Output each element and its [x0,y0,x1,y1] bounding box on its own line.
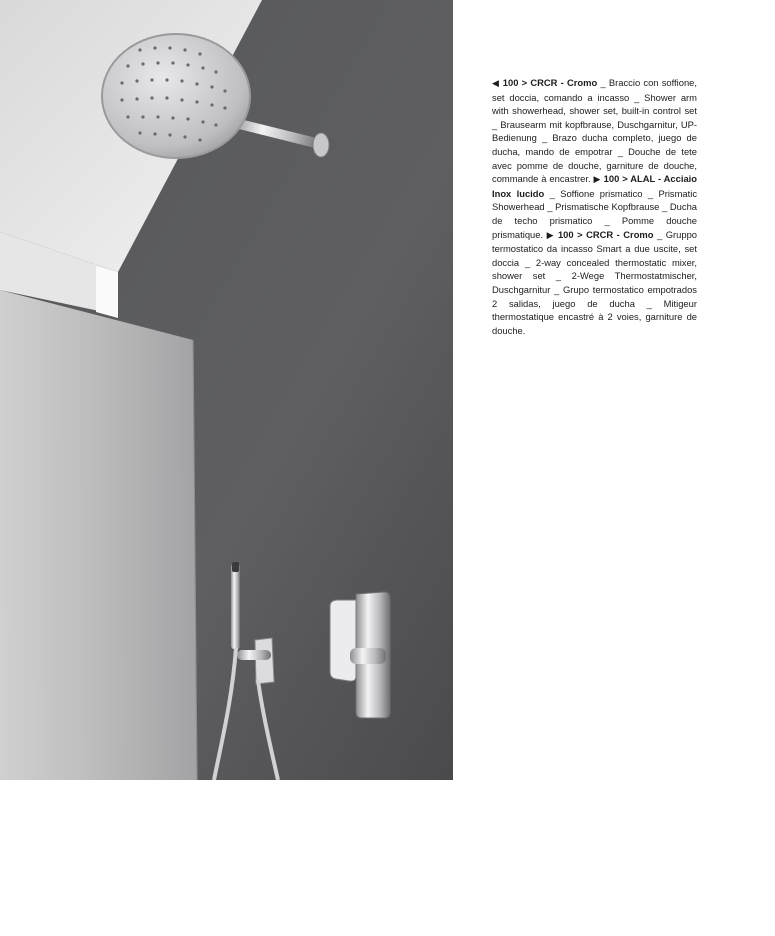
caption-item-1-code: 100 > CRCR - Cromo [502,77,598,88]
arrow-left-icon: ◀ [492,78,500,88]
showerhead [102,34,250,158]
shower-photo-illustration [0,0,453,780]
glass-panel [0,290,197,780]
caption-item-3 [492,229,697,336]
mixer-diverter [350,648,386,664]
shower-arm-flange [313,133,329,157]
hand-shower-handle [231,564,240,649]
mixer-lever [330,600,356,681]
caption-item-3-code: 100 > CRCR - Cromo [557,228,654,240]
shower-holder-bracket [237,650,271,660]
caption-item-1 [492,77,697,184]
arrow-right-icon: ▶ [593,174,601,185]
window-pane [96,266,118,318]
product-caption [492,76,697,337]
caption-item-1-text: _ Braccio con soffione, set doccia, comando a incasso _ Shower arm with showerhead, shower set, built-in control set _ Brausearm mit kopfbrause, Duschgarnitur, UP-Bedienung _ Brazo ducha completo, juego de ducha, mando de empotrar _ Douche de tete avec pomme de douche, garniture de douche, commande à encastrer. [492,77,697,185]
caption-item-2-code: 100 > ALAL - Acciaio Inox lucido [492,173,698,199]
caption-item-3-text: _ Gruppo termostatico da incasso Smart a due uscite, set doccia _ 2-way concealed thermostatic mixer, shower set _ 2-Wege Thermostatmischer, Duschgarnitur _ Grupo termostatico empotrados 2 salidas, juego de ducha _ Mitigeur thermostatique encastré à 2 voies, garniture de douche. [492,228,698,336]
hand-shower-head [232,562,239,572]
wall-outlet-plate [255,638,274,684]
product-photo [0,0,453,780]
caption-item-2-text: _ Soffione prismatico _ Prismatic Showerhead _ Prismatische Kopfbrause _ Ducha de techo prismatico _ Pomme douche prismatique. [492,187,698,240]
arrow-right-icon: ▶ [546,229,555,240]
